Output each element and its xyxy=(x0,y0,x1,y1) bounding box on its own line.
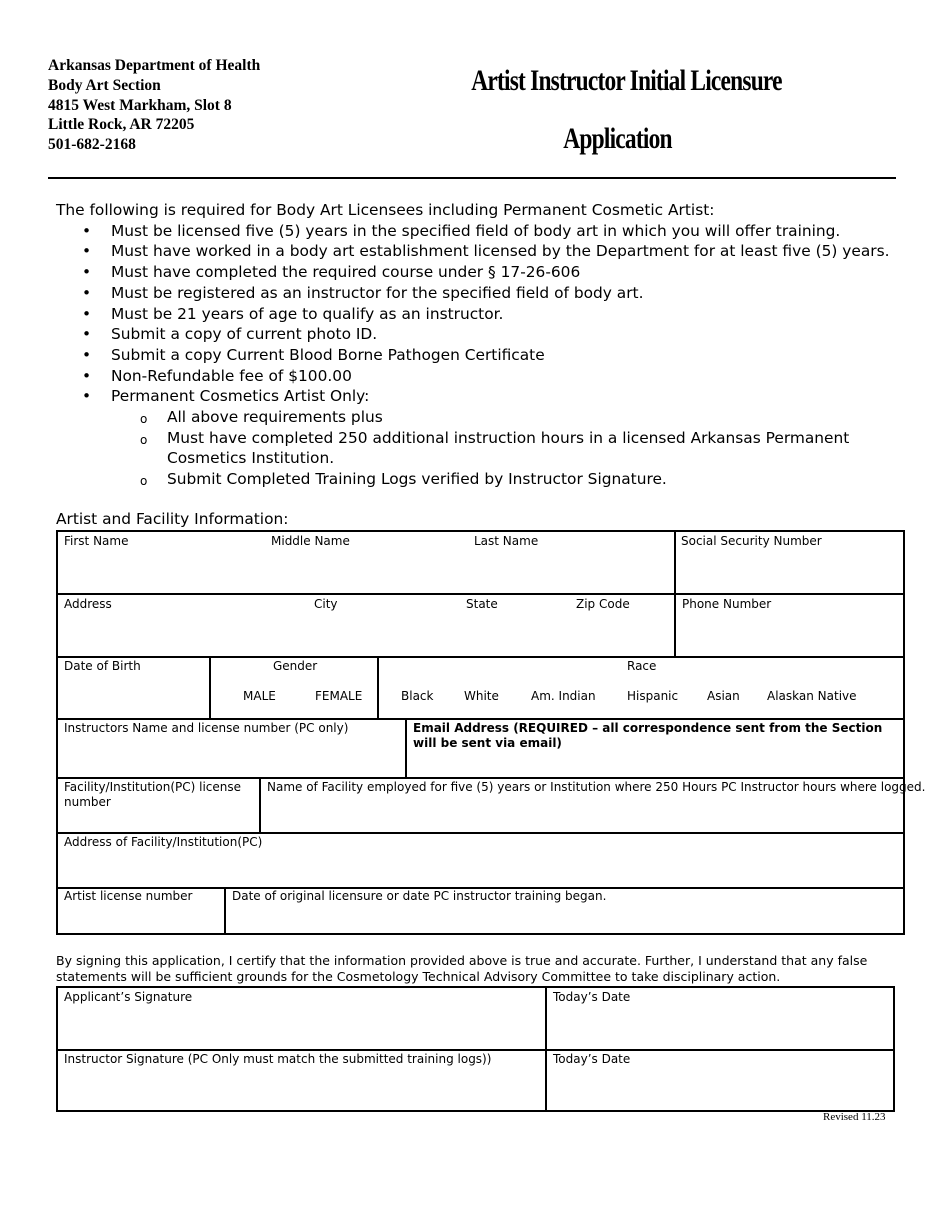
requirements-intro: The following is required for Body Art Licensees including Permanent Cosmetic Artist: xyxy=(56,201,715,219)
bullet-icon: • xyxy=(82,263,92,282)
bullet-icon: • xyxy=(82,221,92,240)
divider xyxy=(58,656,903,658)
bullet-icon: • xyxy=(82,304,92,323)
instructor-date-field[interactable]: Today’s Date xyxy=(553,1052,631,1066)
divider xyxy=(405,718,407,778)
gender-option-female[interactable]: FEMALE xyxy=(315,689,363,703)
header-divider xyxy=(48,177,896,179)
bullet-icon: • xyxy=(82,387,92,406)
list-item: • Must have worked in a body art establishment licensed by the Department for at least five (5) years. xyxy=(82,242,890,261)
certification-statement: By signing this application, I certify that the information provided above is true and accurate. Further, I understand that any false statements will be sufficient grounds for the Cosmetology Technical Advisory Committee to take disciplinary action. xyxy=(56,953,868,984)
race-option-asian[interactable]: Asian xyxy=(707,689,740,703)
agency-street: 4815 West Markham, Slot 8 xyxy=(48,96,232,114)
list-item: • Must be licensed five (5) years in the specified field of body art in which you will offer training. xyxy=(82,221,841,240)
divider xyxy=(58,718,903,720)
signature-table xyxy=(56,986,895,1112)
date-of-birth-field[interactable]: Date of Birth xyxy=(64,659,141,673)
instructor-signature-field[interactable]: Instructor Signature (PC Only must match the submitted training logs)) xyxy=(64,1052,492,1066)
bullet-icon: • xyxy=(82,345,92,364)
list-item: • Submit a copy Current Blood Borne Pathogen Certificate xyxy=(82,345,545,364)
last-name-field[interactable]: Last Name xyxy=(474,534,539,548)
circle-bullet-icon: o xyxy=(140,474,148,489)
bullet-icon: • xyxy=(82,325,92,344)
agency-city: Little Rock, AR 72205 xyxy=(48,116,195,134)
divider xyxy=(58,832,903,834)
requirements-list xyxy=(56,221,916,407)
circle-bullet-icon: o xyxy=(140,412,148,427)
divider xyxy=(209,656,211,718)
divider xyxy=(58,1049,893,1051)
email-address-field[interactable]: Email Address (REQUIRED – all correspondence sent from the Section will be sent via email) xyxy=(413,721,883,750)
instructor-name-field[interactable]: Instructors Name and license number (PC only) xyxy=(64,721,349,735)
requirements-block xyxy=(56,200,916,490)
section-heading: Artist and Facility Information: xyxy=(56,510,289,528)
list-item: • Must be 21 years of age to qualify as an instructor. xyxy=(82,304,504,323)
circle-bullet-icon: o xyxy=(140,432,148,447)
divider xyxy=(674,532,676,594)
artist-license-field[interactable]: Artist license number xyxy=(64,889,193,903)
gender-label: Gender xyxy=(273,659,318,673)
list-item: • Must be registered as an instructor for the specified field of body art. xyxy=(82,283,644,302)
agency-address-block xyxy=(48,56,260,155)
divider xyxy=(58,777,903,779)
list-item: • Non-Refundable fee of $100.00 xyxy=(82,366,352,385)
divider xyxy=(674,593,676,656)
divider xyxy=(58,593,903,595)
sub-list-item-continued: Cosmetics Institution. xyxy=(167,449,335,468)
facility-license-field[interactable]: Facility/Institution(PC) license number xyxy=(64,780,242,809)
applicant-date-field[interactable]: Today’s Date xyxy=(553,990,631,1004)
gender-option-male[interactable]: MALE xyxy=(243,689,276,703)
middle-name-field[interactable]: Middle Name xyxy=(271,534,350,548)
race-option-white[interactable]: White xyxy=(464,689,499,703)
phone-number-field[interactable]: Phone Number xyxy=(682,597,772,611)
facility-address-field[interactable]: Address of Facility/Institution(PC) xyxy=(64,835,263,849)
applicant-signature-field[interactable]: Applicant’s Signature xyxy=(64,990,193,1004)
first-name-field[interactable]: First Name xyxy=(64,534,129,548)
list-item: • Permanent Cosmetics Artist Only: xyxy=(82,387,370,406)
divider xyxy=(224,887,226,933)
title-line-1: Artist Instructor Initial Licensure xyxy=(471,64,782,97)
list-item: • Must have completed the required course under § 17-26-606 xyxy=(82,263,581,282)
address-field[interactable]: Address xyxy=(64,597,112,611)
title-line-2: Application xyxy=(563,122,672,155)
zip-code-field[interactable]: Zip Code xyxy=(576,597,630,611)
divider xyxy=(377,656,379,718)
race-option-am-indian[interactable]: Am. Indian xyxy=(531,689,596,703)
revision-note: Revised 11.23 xyxy=(823,1111,886,1123)
bullet-icon: • xyxy=(82,242,92,261)
race-option-hispanic[interactable]: Hispanic xyxy=(627,689,679,703)
race-label: Race xyxy=(627,659,657,673)
facility-name-field[interactable]: Name of Facility employed for five (5) years or Institution where 250 Hours PC Instructor hours where logged. xyxy=(267,780,926,794)
bullet-icon: • xyxy=(82,283,92,302)
state-field[interactable]: State xyxy=(466,597,498,611)
race-option-alaskan-native[interactable]: Alaskan Native xyxy=(767,689,857,703)
artist-facility-form xyxy=(56,530,926,935)
sub-list-item: o Must have completed 250 additional instruction hours in a licensed Arkansas Permanent xyxy=(56,428,916,449)
agency-name: Arkansas Department of Health xyxy=(48,57,261,74)
sub-list-item: o Submit Completed Training Logs verified by Instructor Signature. xyxy=(56,469,916,490)
bullet-icon: • xyxy=(82,366,92,385)
original-licensure-date-field[interactable]: Date of original licensure or date PC instructor training began. xyxy=(232,889,607,903)
ssn-field[interactable]: Social Security Number xyxy=(681,534,822,548)
city-field[interactable]: City xyxy=(314,597,338,611)
race-option-black[interactable]: Black xyxy=(401,689,434,703)
agency-section: Body Art Section xyxy=(48,76,161,94)
list-item: • Submit a copy of current photo ID. xyxy=(82,325,378,344)
agency-phone: 501-682-2168 xyxy=(48,136,136,154)
divider xyxy=(259,777,261,833)
document-title xyxy=(471,52,782,168)
sub-list-item: o All above requirements plus xyxy=(56,407,916,428)
